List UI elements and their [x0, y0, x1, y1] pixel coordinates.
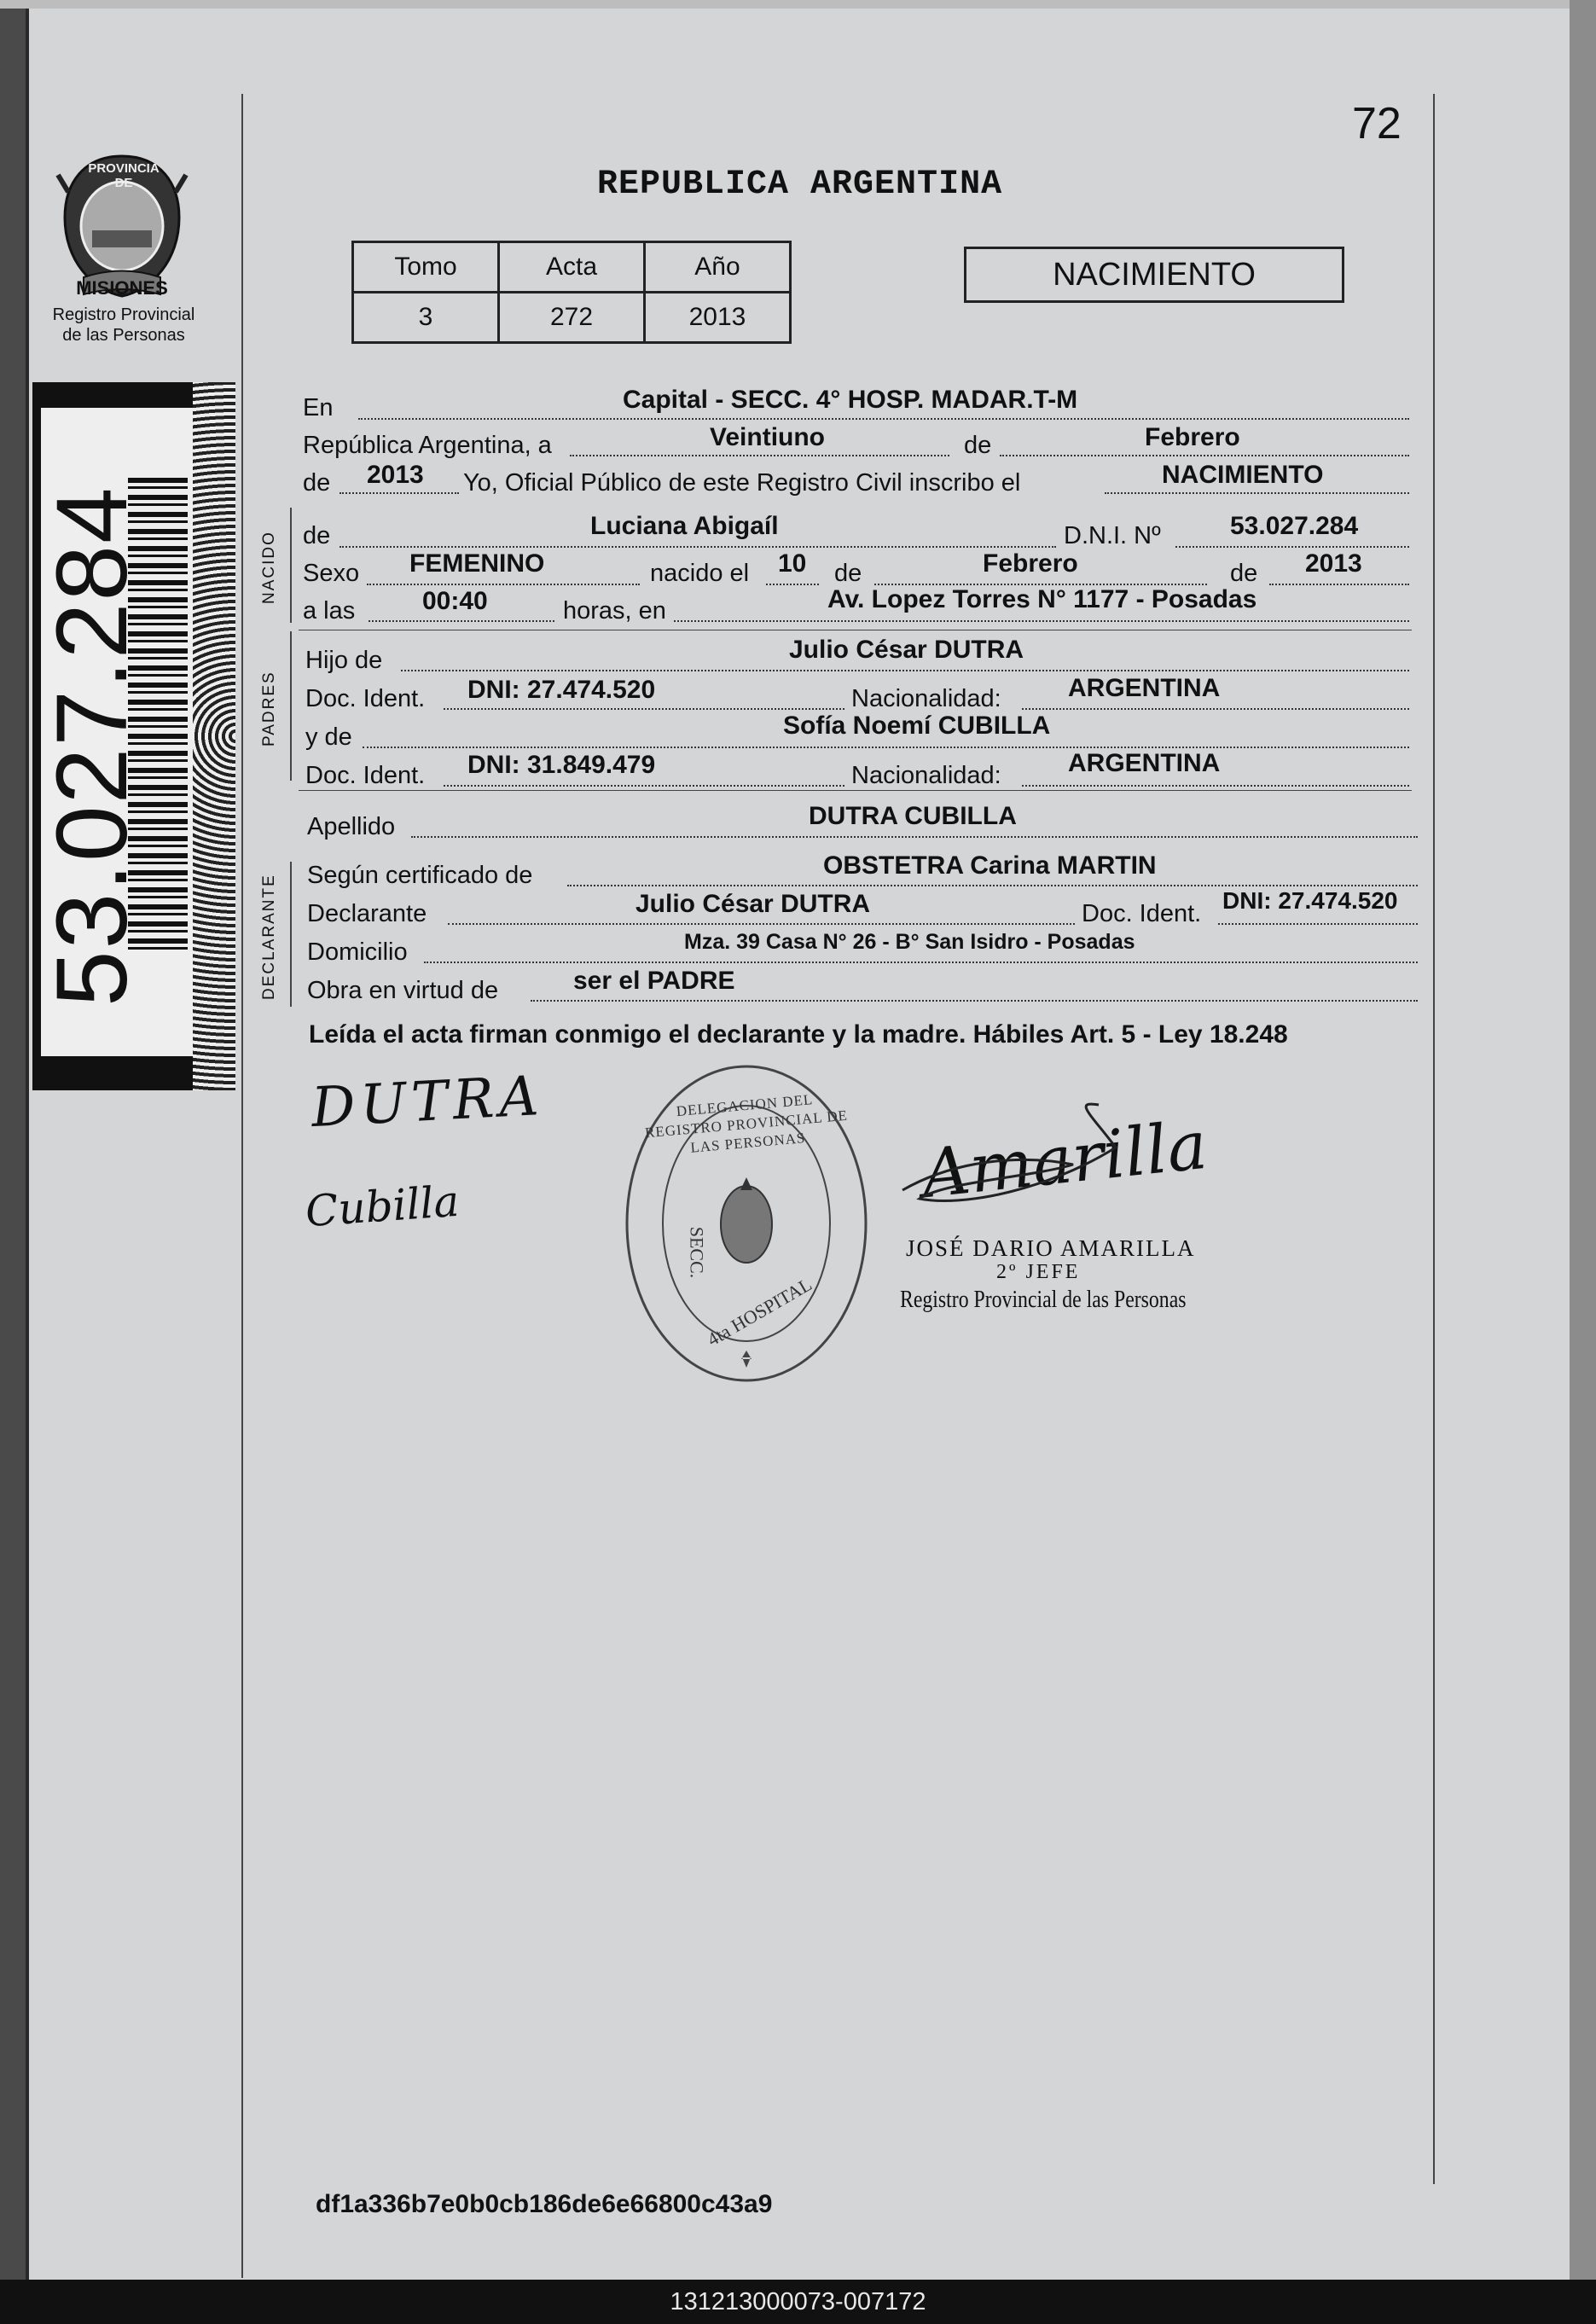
emblem-text-bottom: MISIONES [76, 277, 168, 299]
top-edge [0, 0, 1596, 9]
registry-line-2: de las Personas [62, 326, 185, 345]
dots-en [358, 418, 1409, 420]
acta-table [351, 241, 792, 344]
signature-dutra: DUTRA [310, 1064, 546, 1141]
value-padre: Julio César DUTRA [789, 636, 1024, 664]
record-type-box: NACIMIENTO [964, 247, 1344, 303]
label-segun-cert: Según certificado de [307, 862, 533, 889]
official-office: Registro Provincial de las Personas [900, 1286, 1187, 1313]
dots-padre-nac [1022, 708, 1409, 710]
label-hijo-de: Hijo de [305, 647, 383, 674]
label-nacido-el: nacido el [650, 560, 750, 587]
stamp-inner-bottom: 4ta HOSPITAL [703, 1273, 815, 1351]
anio-header: Año [645, 242, 791, 293]
dots-dni [1175, 546, 1409, 548]
dots-declarante-doc [1218, 923, 1418, 925]
tomo-value: 3 [353, 293, 499, 343]
value-dia-texto: Veintiuno [710, 423, 825, 451]
official-title: 2º JEFE [996, 1261, 1081, 1283]
registry-line-1: Registro Provincial [52, 305, 195, 324]
dots-virtud [531, 1000, 1418, 1002]
stamp-inner-left: SECC. [686, 1226, 708, 1279]
dots-sexo [367, 584, 640, 585]
stamp-ring-text: DELEGACION DEL REGISTRO PROVINCIAL DE LAS PERSONAS [644, 1091, 849, 1156]
value-madre-nac: ARGENTINA [1068, 749, 1221, 777]
divider-padres [299, 790, 1412, 791]
country-heading: REPUBLICA ARGENTINA [597, 166, 1003, 204]
label-de-month: de [834, 560, 862, 587]
value-hora: 00:40 [422, 587, 488, 615]
dots-dia [570, 455, 949, 456]
label-y-de: y de [305, 723, 352, 751]
label-obra-virtud: Obra en virtud de [307, 977, 499, 1004]
value-lugar-nac: Av. Lopez Torres N° 1177 - Posadas [827, 585, 1257, 613]
barcode-number: 53.027.284 [36, 485, 148, 1007]
dots-anio [340, 492, 459, 494]
label-doc-ident-1: Doc. Ident. [305, 685, 426, 712]
value-nombre: Luciana Abigaíl [590, 512, 779, 540]
dots-domicilio [424, 962, 1418, 963]
dots-nombre [340, 546, 1056, 548]
barcode-pattern [193, 382, 235, 1090]
registry-name [34, 305, 213, 346]
value-dni: 53.027.284 [1230, 512, 1359, 540]
dots-declarante [448, 923, 1075, 925]
footer-code: 131213000073-007172 [0, 2280, 1596, 2324]
dots-hora [369, 620, 554, 622]
label-republica: República Argentina, a [303, 432, 552, 459]
section-label-nacido: NACIDO [260, 531, 278, 604]
signature-cubilla: Cubilla [304, 1176, 461, 1237]
label-de-mid: de [964, 432, 992, 459]
value-padre-nac: ARGENTINA [1068, 674, 1221, 702]
document-hash: df1a336b7e0b0cb186de6e66800c43a9 [316, 2190, 773, 2218]
official-signature: Amarilla [918, 1107, 1211, 1214]
label-nacionalidad-1: Nacionalidad: [851, 685, 1001, 712]
label-declarante: Declarante [307, 900, 427, 927]
label-en: En [303, 394, 334, 421]
label-apellido: Apellido [307, 813, 396, 840]
value-lugar: Capital - SECC. 4° HOSP. MADAR.T-M [623, 386, 1078, 414]
acta-table-header [353, 242, 791, 293]
value-declarante: Julio César DUTRA [635, 890, 871, 918]
value-declarante-doc: DNI: 27.474.520 [1222, 887, 1398, 914]
dots-madre-doc [444, 785, 844, 787]
value-padre-doc: DNI: 27.474.520 [467, 676, 656, 704]
section-label-padres: PADRES [260, 671, 278, 747]
label-yo-oficial: Yo, Oficial Público de este Registro Civil inscribo el [463, 469, 1021, 497]
anio-value: 2013 [645, 293, 791, 343]
label-nacionalidad-2: Nacionalidad: [851, 762, 1001, 789]
value-domicilio: Mza. 39 Casa N° 26 - B° San Isidro - Posadas [684, 930, 1135, 954]
value-apellido: DUTRA CUBILLA [809, 802, 1017, 830]
value-anio-nac: 2013 [1305, 549, 1362, 578]
dots-madre [363, 747, 1409, 748]
acta-header: Acta [499, 242, 645, 293]
right-margin-line [1433, 94, 1435, 2184]
value-certificado: OBSTETRA Carina MARTIN [823, 851, 1157, 880]
province-emblem [49, 149, 194, 303]
label-sexo: Sexo [303, 560, 360, 587]
value-mes-nac: Febrero [983, 549, 1078, 578]
value-madre: Sofía Noemí CUBILLA [783, 712, 1051, 740]
dots-mes [1000, 455, 1409, 456]
dots-madre-nac [1022, 785, 1409, 787]
label-doc-ident-decl: Doc. Ident. [1082, 900, 1202, 927]
dots-anio-nac [1269, 584, 1409, 585]
dots-tipo [1105, 492, 1409, 494]
value-virtud: ser el PADRE [573, 967, 735, 995]
official-signature-stroke [894, 1096, 1235, 1233]
value-tipo: NACIMIENTO [1162, 461, 1324, 489]
label-doc-ident-2: Doc. Ident. [305, 762, 426, 789]
value-madre-doc: DNI: 31.849.479 [467, 751, 656, 779]
label-horas-en: horas, en [563, 597, 666, 625]
label-a-las: a las [303, 597, 356, 625]
dots-lugar-nac [674, 620, 1409, 622]
signature-stroke-icon [894, 1096, 1235, 1233]
section-label-declarante: DECLARANTE [260, 874, 278, 1000]
dots-certificado [567, 885, 1418, 886]
section-line-padres [290, 631, 292, 781]
emblem-text-top: PROVINCIA DE [88, 161, 160, 190]
label-de-year: de [1230, 560, 1258, 587]
tomo-header: Tomo [353, 242, 499, 293]
label-de-name: de [303, 522, 331, 549]
acta-table-values [353, 293, 791, 343]
official-stamp [623, 1062, 870, 1385]
acta-value: 272 [499, 293, 645, 343]
official-name: JOSÉ DARIO AMARILLA [906, 1235, 1196, 1261]
value-mes: Febrero [1145, 423, 1240, 451]
dots-padre [401, 670, 1409, 671]
closing-text: Leída el acta firman conmigo el declarante y la madre. Hábiles Art. 5 - Ley 18.248 [309, 1020, 1288, 1049]
right-edge [1570, 0, 1596, 2286]
section-line-declarante [290, 862, 292, 1007]
dots-padre-doc [444, 708, 844, 710]
dots-dia-nac [766, 584, 819, 585]
section-line-nacido [290, 508, 292, 623]
label-domicilio: Domicilio [307, 938, 408, 966]
value-dia-nac: 10 [778, 549, 807, 578]
dots-apellido [411, 836, 1418, 838]
value-anio: 2013 [367, 461, 424, 489]
page-number: 72 [1352, 99, 1402, 148]
margin-line [241, 94, 243, 2278]
label-de-start: de [303, 469, 331, 497]
value-sexo: FEMENINO [409, 549, 545, 578]
label-dni: D.N.I. Nº [1064, 522, 1161, 549]
